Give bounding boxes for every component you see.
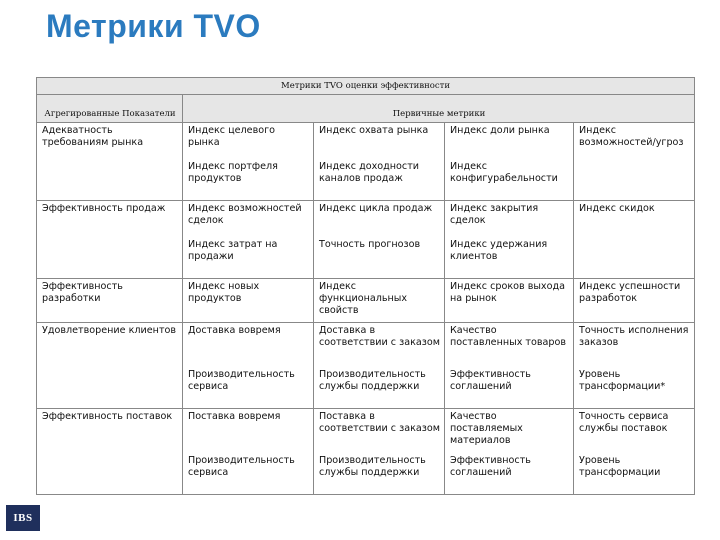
metric-cell: Поставка вовремя <box>183 409 314 453</box>
metric-cell: Индекс затрат на продажи <box>183 237 314 279</box>
metric-cell: Индекс конфигурабельности <box>445 159 574 201</box>
table-row <box>37 323 695 367</box>
table-caption: Метрики TVO оценки эффективности <box>37 78 695 95</box>
table-row <box>37 409 695 453</box>
metric-cell: Индекс сроков выхода на рынок <box>445 279 574 323</box>
metric-cell: Индекс закрытия сделок <box>445 201 574 237</box>
metric-cell: Поставка в соответствии с заказом <box>314 409 445 453</box>
aggregate-cell: Эффективность разработки <box>37 279 183 323</box>
page-title: Метрики TVO <box>46 8 261 44</box>
metric-cell: Эффективность соглашений <box>445 453 574 495</box>
metric-cell: Индекс скидок <box>574 201 695 237</box>
metric-cell: Индекс возможностей/угроз <box>574 123 695 159</box>
aggregate-cell: Удовлетворение клиентов <box>37 323 183 409</box>
metric-cell: Индекс охвата рынка <box>314 123 445 159</box>
metric-cell: Индекс портфеля продуктов <box>183 159 314 201</box>
aggregate-cell: Эффективность продаж <box>37 201 183 279</box>
aggregate-cell: Адекватность требованиям рынка <box>37 123 183 201</box>
metric-cell: Индекс успешности разработок <box>574 279 695 323</box>
metric-cell: Доставка в соответствии с заказом <box>314 323 445 367</box>
table-row <box>37 279 695 323</box>
metric-cell: Индекс доли рынка <box>445 123 574 159</box>
metric-cell: Производительность службы поддержки <box>314 367 445 409</box>
metric-cell: Индекс целевого рынка <box>183 123 314 159</box>
metric-cell: Качество поставленных товаров <box>445 323 574 367</box>
metric-cell: Точность прогнозов <box>314 237 445 279</box>
metric-cell: Индекс цикла продаж <box>314 201 445 237</box>
metric-cell: Доставка вовремя <box>183 323 314 367</box>
metric-cell: Точность исполнения заказов <box>574 323 695 367</box>
aggregate-cell: Эффективность поставок <box>37 409 183 495</box>
metric-cell <box>574 237 695 279</box>
metric-cell: Индекс новых продуктов <box>183 279 314 323</box>
header-aggregate: Агрегированные Показатели <box>37 95 183 123</box>
metric-cell: Уровень трансформации* <box>574 367 695 409</box>
metric-cell: Производительность службы поддержки <box>314 453 445 495</box>
metric-cell <box>574 159 695 201</box>
metric-cell: Производительность сервиса <box>183 453 314 495</box>
metric-cell: Уровень трансформации <box>574 453 695 495</box>
metric-cell: Качество поставляемых материалов <box>445 409 574 453</box>
table-row <box>37 123 695 159</box>
metric-cell: Индекс удержания клиентов <box>445 237 574 279</box>
metric-cell: Индекс функциональных свойств <box>314 279 445 323</box>
ibs-logo: IBS <box>6 505 40 531</box>
metric-cell: Индекс возможностей сделок <box>183 201 314 237</box>
metric-cell: Точность сервиса службы поставок <box>574 409 695 453</box>
metrics-table <box>36 77 695 495</box>
header-primary: Первичные метрики <box>183 95 695 123</box>
table-row <box>37 201 695 237</box>
metric-cell: Эффективность соглашений <box>445 367 574 409</box>
metric-cell: Индекс доходности каналов продаж <box>314 159 445 201</box>
metric-cell: Производительность сервиса <box>183 367 314 409</box>
